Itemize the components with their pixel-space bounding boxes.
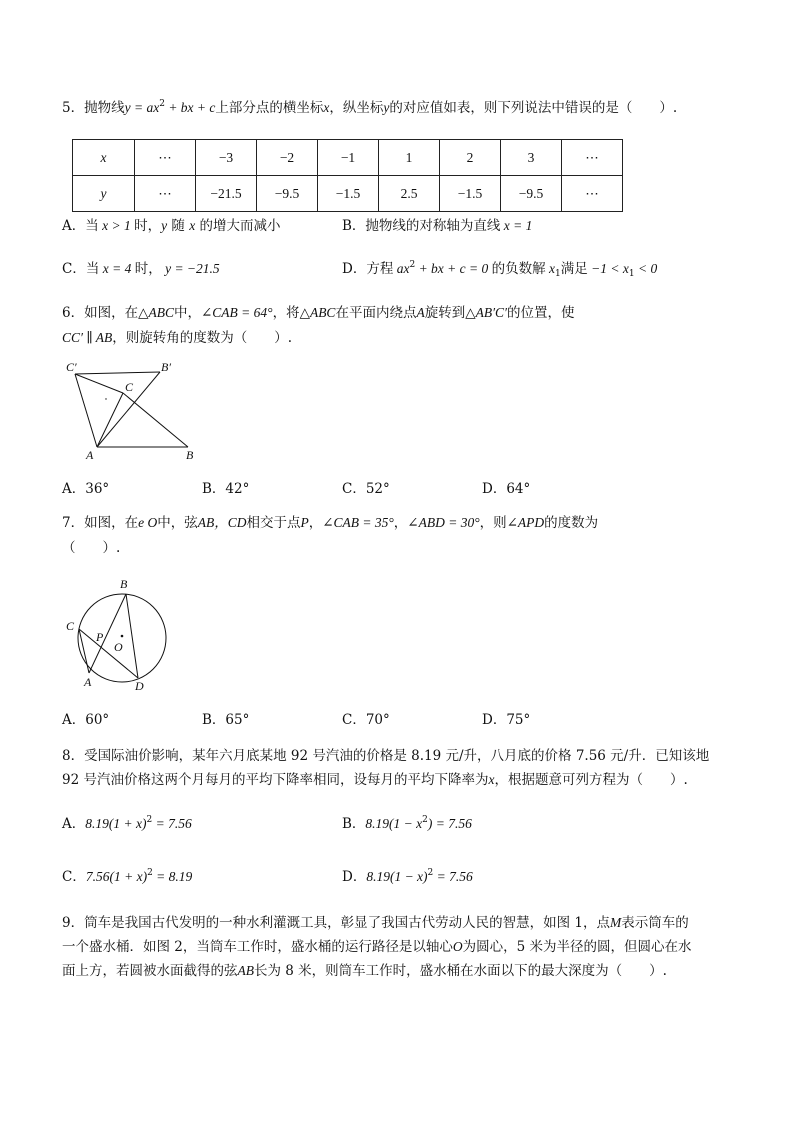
- q5-option-b[interactable]: B．抛物线的对称轴为直线 x = 1: [342, 218, 533, 234]
- segment-c1-c: [75, 374, 123, 393]
- segment-bd: [126, 594, 138, 678]
- q6-figure: [60, 362, 210, 464]
- q7-option-b[interactable]: B．65°: [202, 712, 250, 728]
- label-b: B: [186, 448, 194, 462]
- table-cell: −1.5: [318, 176, 379, 212]
- q6-stem-line1: 6．如图，在△ABC中，∠CAB = 64°，将△ABC在平面内绕点A旋转到△AB′C′的位置，使: [62, 305, 575, 321]
- center-dot: [121, 635, 124, 638]
- q7-figure: [62, 572, 172, 697]
- label-a: A: [84, 675, 92, 689]
- q8-stem-line2: 92 号汽油价格这两个月每月的平均下降率相同，设每月的平均下降率为x，根据题意可列方程为（ ）.: [62, 772, 688, 788]
- q6-stem-line2: CC′ ∥ AB，则旋转角的度数为（ ）.: [62, 330, 292, 346]
- table-cell: −9.5: [501, 176, 562, 212]
- table-cell: ⋯: [135, 140, 196, 176]
- q8-option-d[interactable]: D．$8.19(1 - x)^2 = 7.56$: [342, 868, 473, 885]
- label-a: A: [86, 448, 94, 462]
- label-c: C: [125, 380, 134, 394]
- chord-ab: [89, 594, 126, 673]
- label-b: B: [120, 577, 128, 591]
- q8-option-b[interactable]: B．$8.19(1 - x^2) = 7.56$: [342, 815, 472, 832]
- label-o: O: [114, 640, 123, 654]
- q7-stem-line1: 7．如图，在e O中，弦AB，CD相交于点P，∠CAB = 35°，∠ABD = 30°，则∠APD的度数为: [62, 515, 599, 531]
- q7-stem-line2: （ ）.: [62, 540, 121, 556]
- q5-option-d[interactable]: D．方程 $ax^2$ + bx + c = 0 的负数解 $x_1$满足 $-1 < x_1 < 0$: [342, 260, 658, 279]
- label-c-prime: C′: [66, 362, 77, 374]
- q6-option-c[interactable]: C．52°: [342, 481, 390, 497]
- table-cell: −9.5: [257, 176, 318, 212]
- table-cell: ⋯: [562, 176, 623, 212]
- q9-stem-line3: 面上方，若圆被水面截得的弦AB长为 8 米，则筒车工作时，盛水桶在水面以下的最大深度为（ ）.: [62, 963, 667, 979]
- table-row: [73, 176, 623, 212]
- label-d: D: [135, 679, 144, 693]
- chord-cd: [79, 629, 138, 678]
- q8-option-a[interactable]: A．$8.19(1 + x)^2 = 7.56$: [62, 815, 192, 832]
- q6-option-b[interactable]: B．42°: [202, 481, 250, 497]
- q9-stem-line1: 9．筒车是我国古代发明的一种水利灌溉工具，彰显了我国古代劳动人民的智慧，如图 1，点M表示筒车的: [62, 915, 689, 931]
- table-cell: −2: [257, 140, 318, 176]
- dot-mark: [105, 398, 106, 399]
- q7-option-d[interactable]: D．75°: [482, 712, 531, 728]
- table-cell: ⋯: [135, 176, 196, 212]
- table-cell: −1: [318, 140, 379, 176]
- q8-option-c[interactable]: C．$7.56(1 + x)^2 = 8.19$: [62, 868, 193, 885]
- q7-option-a[interactable]: A．60°: [62, 712, 110, 728]
- q5-option-a[interactable]: A．当 x > 1 时，y 随 x 的增大而减小: [62, 218, 281, 234]
- label-c: C: [66, 619, 75, 633]
- table-cell: −1.5: [440, 176, 501, 212]
- value-table: [72, 139, 623, 212]
- q6-option-a[interactable]: A．36°: [62, 481, 110, 497]
- q9-stem-line2: 一个盛水桶．如图 2，当筒车工作时，盛水桶的运行路径是以轴心O为圆心，5 米为半径的圆，但圆心在水: [62, 939, 692, 955]
- table-cell: ⋯: [562, 140, 623, 176]
- segment-c-b: [123, 393, 188, 447]
- table-row: [73, 140, 623, 176]
- segment-c1-b1: [75, 372, 160, 374]
- table-cell: −3: [196, 140, 257, 176]
- segment-c1-a: [75, 374, 97, 447]
- table-cell: 3: [501, 140, 562, 176]
- table-cell: x: [73, 140, 135, 176]
- label-p: P: [96, 630, 104, 644]
- q7-option-c[interactable]: C．70°: [342, 712, 390, 728]
- label-b-prime: B′: [161, 362, 171, 374]
- table-cell: −21.5: [196, 176, 257, 212]
- q5-stem: 5．抛物线$y = ax^2$ + bx + c上部分点的横坐标x，纵坐标y的对应值如表，则下列说法中错误的是（ ）.: [62, 99, 678, 116]
- q5-option-c[interactable]: C．当 x = 4 时， y = −21.5: [62, 261, 220, 277]
- table-cell: 1: [379, 140, 440, 176]
- table-cell: 2.5: [379, 176, 440, 212]
- q8-stem-line1: 8．受国际油价影响，某年六月底某地 92 号汽油的价格是 8.19 元/升，八月底的价格 7.56 元/升．已知该地: [62, 748, 710, 764]
- table-cell: y: [73, 176, 135, 212]
- q6-option-d[interactable]: D．64°: [482, 481, 531, 497]
- table-cell: 2: [440, 140, 501, 176]
